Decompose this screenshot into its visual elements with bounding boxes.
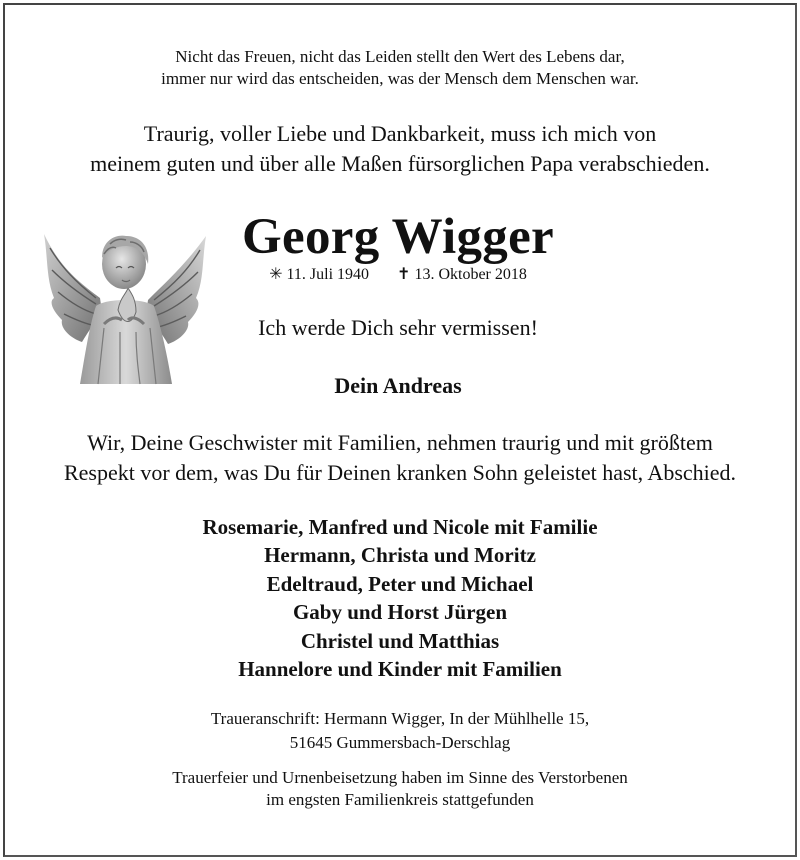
intro-text — [0, 119, 800, 179]
address-line: 51645 Gummersbach-Derschlag — [289, 733, 511, 752]
birth-date: ✳ 11. Juli 1940 — [269, 266, 370, 283]
siblings-text — [0, 428, 800, 488]
siblings-line: Respekt vor dem, was Du für Deinen kranken Sohn geleistet hast, Abschied. — [63, 460, 737, 485]
personal-message: Ich werde Dich sehr vermissen! — [258, 315, 538, 340]
mourner-entry: Christel und Matthias — [300, 628, 500, 653]
mourners-list — [0, 513, 800, 683]
mourner-entry: Edeltraud, Peter und Michael — [266, 571, 534, 596]
quote-line: immer nur wird das entscheiden, was der Mensch dem Menschen war. — [161, 69, 639, 88]
mourner-entry: Rosemarie, Manfred und Nicole mit Familie — [202, 515, 598, 539]
intro-line: meinem guten und über alle Maßen fürsorglichen Papa verabschieden. — [90, 151, 710, 176]
address-line: Traueranschrift: Hermann Wigger, In der Mühlhelle 15, — [210, 709, 590, 728]
ceremony-line: im engsten Familienkreis stattgefunden — [266, 790, 534, 809]
mourner-entry: Hermann, Christa und Moritz — [264, 543, 536, 568]
signature: Dein Andreas — [334, 373, 462, 398]
mourner-entry: Hannelore und Kinder mit Familien — [238, 657, 562, 682]
deceased-name: Georg Wigger — [242, 209, 554, 265]
ceremony-line: Trauerfeier und Urnenbeisetzung haben im Sinne des Verstorbenen — [172, 768, 628, 787]
mourning-address — [0, 707, 800, 755]
life-dates — [0, 265, 796, 285]
death-date: ✝ 13. Oktober 2018 — [397, 266, 527, 283]
intro-line: Traurig, voller Liebe und Dankbarkeit, muss ich mich von — [143, 121, 657, 146]
ceremony-note — [0, 767, 800, 811]
siblings-line: Wir, Deine Geschwister mit Familien, nehmen traurig und mit größtem — [87, 430, 713, 455]
quote-line: Nicht das Freuen, nicht das Leiden stellt den Wert des Lebens dar, — [175, 47, 625, 66]
opening-quote — [0, 46, 800, 90]
mourner-entry: Gaby und Horst Jürgen — [292, 600, 508, 625]
